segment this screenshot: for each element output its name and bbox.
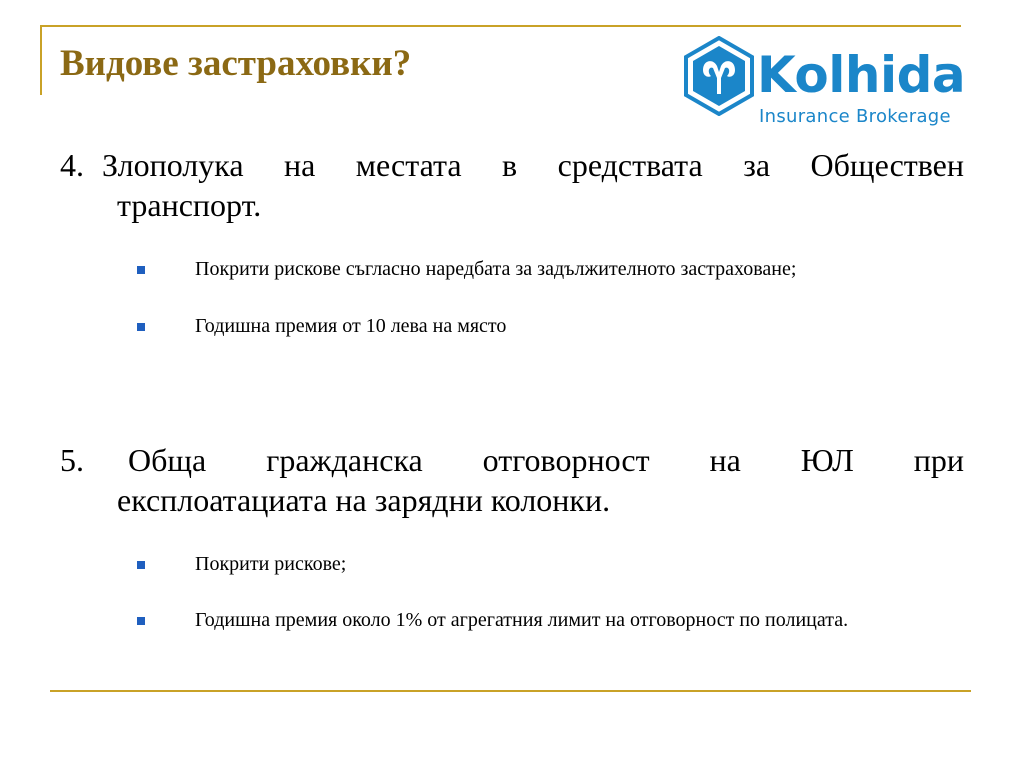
section-4-number: 4. bbox=[60, 147, 84, 183]
frame-bottom-rule bbox=[50, 690, 971, 692]
list-item bbox=[195, 311, 965, 341]
section-5-heading-line1: Обща гражданска отговорност на ЮЛ при bbox=[128, 442, 964, 478]
square-bullet-icon bbox=[137, 561, 145, 569]
kolhida-logo bbox=[683, 36, 978, 136]
slide-title: Видове застраховки? bbox=[60, 43, 412, 84]
section-5-number: 5. bbox=[60, 442, 84, 478]
bullet-text: Годишна премия от 10 лева на място bbox=[195, 315, 507, 337]
bullet-text: Покрити рискове съгласно наредбата за задължителното застраховане; bbox=[195, 258, 797, 280]
bullet-text: Покрити рискове; bbox=[195, 553, 347, 575]
kolhida-hexagon-icon bbox=[683, 36, 755, 116]
frame-top-rule bbox=[40, 25, 961, 27]
square-bullet-icon bbox=[137, 266, 145, 274]
list-item bbox=[195, 254, 965, 284]
logo-brand-name: Kolhida bbox=[757, 46, 966, 104]
section-5-heading-line2: експлоатациата на зарядни колонки. bbox=[117, 482, 611, 518]
square-bullet-icon bbox=[137, 323, 145, 331]
section-5-heading bbox=[60, 440, 964, 520]
square-bullet-icon bbox=[137, 617, 145, 625]
bullet-text: Годишна премия около 1% от агрегатния лимит на отговорност по полицата. bbox=[195, 609, 849, 631]
list-item bbox=[195, 549, 965, 579]
frame-left-rule bbox=[40, 25, 42, 95]
section-4-heading-line1: Злополука на местата в средствата за Обществен bbox=[102, 147, 964, 183]
logo-tagline: Insurance Brokerage bbox=[759, 106, 951, 127]
list-item bbox=[195, 605, 965, 635]
section-4-heading-line2: транспорт. bbox=[117, 187, 262, 223]
section-4-heading bbox=[60, 145, 964, 225]
